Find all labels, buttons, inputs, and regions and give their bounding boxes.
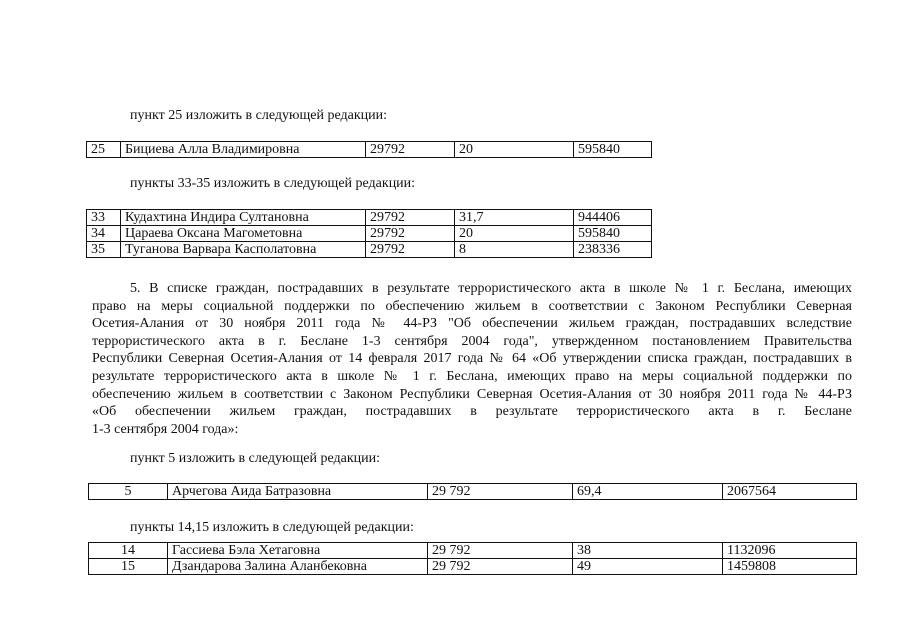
norm-cell: 29 792 — [428, 559, 573, 575]
full-name-cell: Туганова Варвара Касполатовна — [121, 242, 366, 258]
paragraph-line: 5. В списке граждан, пострадавших в результате террористического акта в школе № 1 г. Беслана, имеющих — [130, 281, 852, 296]
norm-cell: 29792 — [366, 226, 455, 242]
paragraph-line: Осетия-Алания от 30 ноября 2011 года № 44-РЗ "Об обеспечении жильем граждан, пострадавших вследствие — [92, 316, 852, 332]
full-name-cell: Арчегова Аида Батразовна — [168, 484, 428, 500]
full-name-cell: Кудахтина Индира Султановна — [121, 210, 366, 226]
area-cell: 8 — [455, 242, 574, 258]
full-name-cell: Бициева Алла Владимировна — [121, 142, 366, 158]
full-name-cell: Цараева Оксана Магометовна — [121, 226, 366, 242]
amount-cell: 1132096 — [723, 543, 857, 559]
row-number-cell: 34 — [87, 226, 121, 242]
area-cell: 31,7 — [455, 210, 574, 226]
table-items-14-15 — [88, 542, 857, 575]
table-row — [89, 559, 857, 575]
table-row — [87, 210, 652, 226]
paragraph-line: террористического акта в г. Беслане 1-3 сентября 2004 года", утвержденном постановлением Правительства — [92, 333, 852, 349]
norm-cell: 29 792 — [428, 484, 573, 500]
table-item-5 — [88, 483, 857, 500]
heading-item-25: пункт 25 изложить в следующей редакции: — [130, 108, 387, 123]
table-row — [89, 543, 857, 559]
area-cell: 69,4 — [573, 484, 723, 500]
area-cell: 20 — [455, 226, 574, 242]
norm-cell: 29792 — [366, 242, 455, 258]
paragraph-5 — [92, 280, 852, 438]
amount-cell: 595840 — [574, 142, 652, 158]
full-name-cell: Гассиева Бэла Хетаговна — [168, 543, 428, 559]
table-item-25 — [86, 141, 652, 158]
table-row — [89, 484, 857, 500]
area-cell: 38 — [573, 543, 723, 559]
amount-cell: 2067564 — [723, 484, 857, 500]
row-number-cell: 35 — [87, 242, 121, 258]
amount-cell: 238336 — [574, 242, 652, 258]
heading-item-5: пункт 5 изложить в следующей редакции: — [130, 451, 380, 466]
paragraph-line: Республики Северная Осетия-Алания от 14 февраля 2017 года № 64 «Об утверждении списка граждан, пострадавших в — [92, 351, 852, 367]
amount-cell: 595840 — [574, 226, 652, 242]
norm-cell: 29792 — [366, 142, 455, 158]
table-row — [87, 226, 652, 242]
paragraph-line: 1-3 сентября 2004 года»: — [92, 421, 239, 437]
heading-items-14-15: пункты 14,15 изложить в следующей редакции: — [130, 520, 414, 535]
norm-cell: 29792 — [366, 210, 455, 226]
row-number-cell: 5 — [89, 484, 168, 500]
full-name-cell: Дзандарова Залина Аланбековна — [168, 559, 428, 575]
paragraph-line: обеспечению жильем в соответствии с Законом Республики Северная Осетия-Алания от 30 ноября 2011 года № 44-РЗ — [92, 386, 852, 402]
table-row — [87, 142, 652, 158]
row-number-cell: 33 — [87, 210, 121, 226]
area-cell: 20 — [455, 142, 574, 158]
area-cell: 49 — [573, 559, 723, 575]
table-row — [87, 242, 652, 258]
table-items-33-35 — [86, 209, 652, 258]
amount-cell: 944406 — [574, 210, 652, 226]
paragraph-line: результате террористического акта в школе № 1 г. Беслана, имеющих право на меры социальной поддержки по — [92, 368, 852, 384]
row-number-cell: 14 — [89, 543, 168, 559]
paragraph-line: право на меры социальной поддержки по обеспечению жильем в соответствии с Законом Республики Северная — [92, 298, 852, 314]
paragraph-line: «Об обеспечении жильем граждан, пострадавших в результате террористического акта в г. Беслане — [92, 404, 852, 420]
heading-items-33-35: пункты 33-35 изложить в следующей редакции: — [130, 176, 416, 191]
amount-cell: 1459808 — [723, 559, 857, 575]
norm-cell: 29 792 — [428, 543, 573, 559]
row-number-cell: 25 — [87, 142, 121, 158]
row-number-cell: 15 — [89, 559, 168, 575]
